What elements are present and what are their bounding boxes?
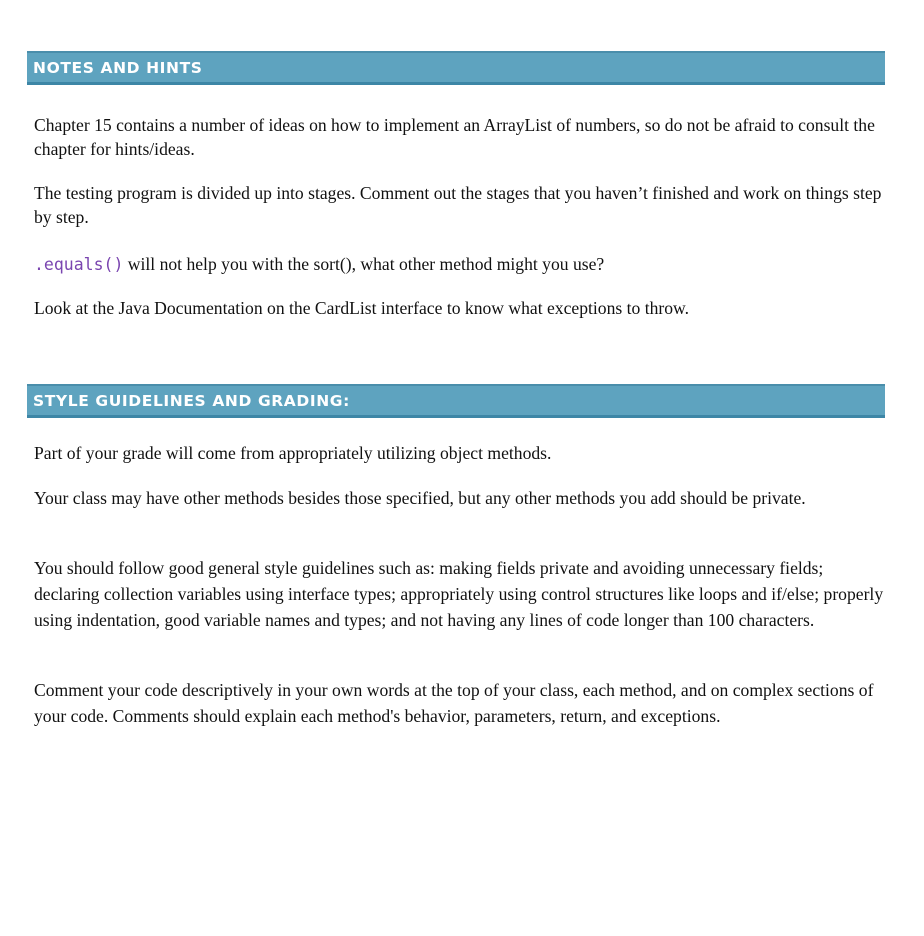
notes-paragraph-testing-stages: The testing program is divided up into stages. Comment out the stages that you haven’t finished and work on things step by step. — [34, 183, 882, 227]
notes-hints-title: NOTES AND HINTS — [33, 58, 203, 77]
notes-paragraph-java-docs: Look at the Java Documentation on the CardList interface to know what exceptions to throw. — [34, 298, 690, 318]
notes-paragraph-equals-sort — [34, 253, 884, 277]
equals-code-snippet: .equals() — [34, 255, 124, 274]
equals-hint-text: will not help you with the sort(), what other method might you use? — [123, 254, 605, 274]
notes-hints-header — [27, 51, 885, 85]
style-paragraph-general-guidelines: You should follow good general style guidelines such as: making fields private and avoiding unnecessary fields; declaring collection variables using interface types; appropriately using control structures like loops and if/else; properly using indentation, good variable names and types; and not having any lines of code longer than 100 characters. — [34, 558, 884, 630]
style-guidelines-title: STYLE GUIDELINES AND GRADING: — [33, 391, 350, 410]
style-paragraph-comments: Comment your code descriptively in your own words at the top of your class, each method, and on complex sections of your code. Comments should explain each method's behavior, parameters, return, and exceptions. — [34, 680, 874, 726]
style-paragraph-private-methods: Your class may have other methods besides those specified, but any other methods you add should be private. — [34, 488, 806, 508]
style-paragraph-object-methods: Part of your grade will come from appropriately utilizing object methods. — [34, 443, 552, 463]
style-guidelines-header — [27, 384, 885, 418]
notes-paragraph-chapter-15: Chapter 15 contains a number of ideas on how to implement an ArrayList of numbers, so do not be afraid to consult the chapter for hints/ideas. — [34, 115, 875, 159]
